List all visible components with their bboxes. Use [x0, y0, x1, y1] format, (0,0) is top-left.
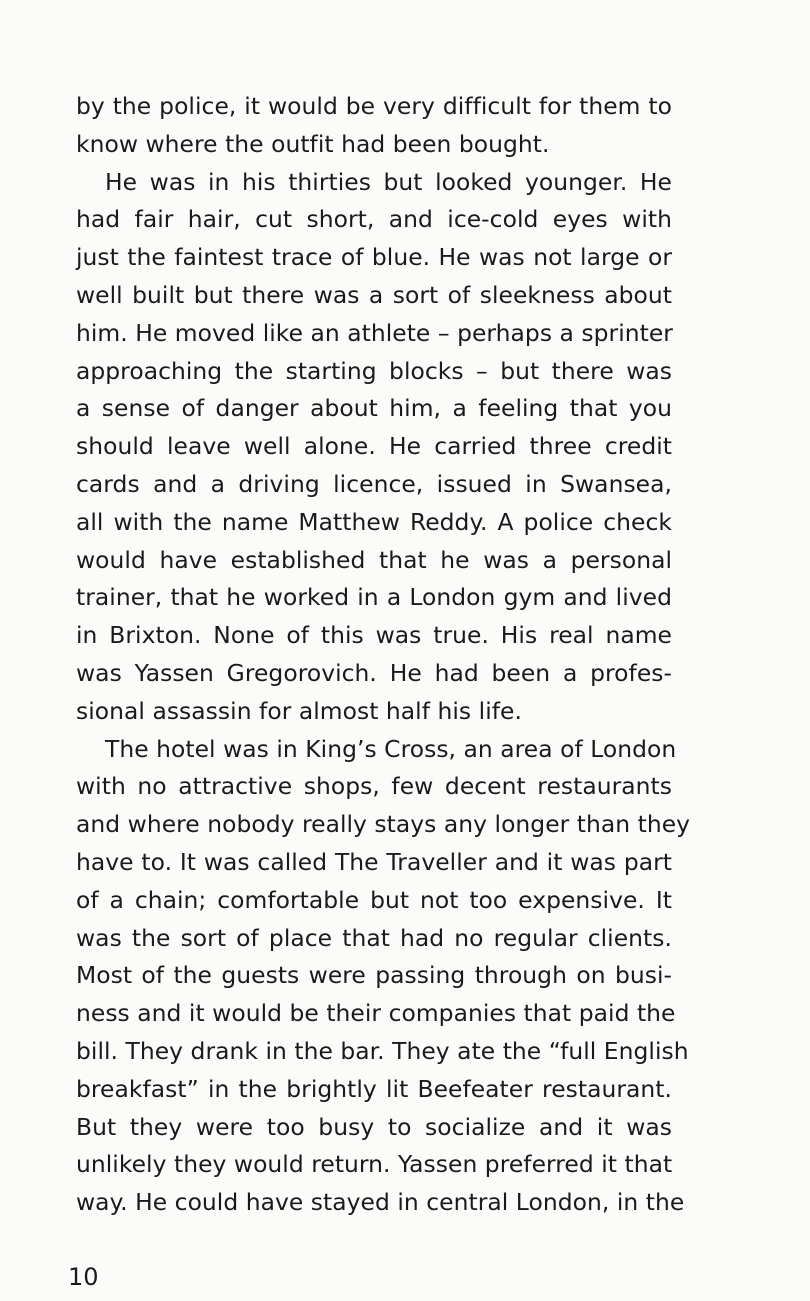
text-line: should leave well alone. He carried three credit	[76, 432, 672, 461]
text-line: and where nobody really stays any longer than they	[76, 810, 691, 839]
text-line: was Yassen Gregorovich. He had been a profes-	[76, 658, 672, 687]
text-line: The hotel was in King’s Cross, an area of London	[105, 734, 677, 763]
text-line: sional assassin for almost half his life.	[76, 696, 522, 725]
body-text	[76, 88, 691, 1222]
text-line: all with the name Matthew Reddy. A police check	[76, 507, 672, 536]
text-line: trainer, that he worked in a London gym and lived	[76, 583, 672, 612]
text-line: would have established that he was a personal	[76, 545, 672, 574]
page-number: 10	[68, 1263, 99, 1291]
text-line: well built but there was a sort of sleekness about	[76, 280, 672, 309]
paragraph-1	[76, 88, 672, 164]
text-line: of a chain; comfortable but not too expensive. It	[76, 885, 672, 914]
text-line: him. He moved like an athlete – perhaps a sprinter	[76, 318, 673, 347]
text-line: know where the outfit had been bought.	[76, 129, 550, 158]
text-line: bill. They drank in the bar. They ate the “full English	[76, 1036, 689, 1065]
text-line: have to. It was called The Traveller and it was part	[76, 847, 672, 876]
text-line: just the faintest trace of blue. He was not large or	[76, 243, 672, 272]
text-line: Most of the guests were passing through on busi-	[76, 961, 672, 990]
text-line: cards and a driving licence, issued in Swansea,	[76, 469, 672, 498]
paragraph-2	[76, 164, 672, 731]
text-line: had fair hair, cut short, and ice-cold eyes with	[76, 205, 672, 234]
text-line: by the police, it would be very difficult for them to	[76, 92, 672, 120]
text-line: was the sort of place that had no regular clients.	[76, 923, 672, 952]
text-line: ness and it would be their companies that paid the	[76, 999, 676, 1028]
text-line: approaching the starting blocks – but there was	[76, 356, 672, 385]
text-line: But they were too busy to socialize and it was	[76, 1112, 672, 1141]
paragraph-3	[76, 731, 691, 1222]
text-line: in Brixton. None of this was true. His real name	[76, 621, 672, 650]
text-line: breakfast” in the brightly lit Beefeater restaurant.	[76, 1074, 672, 1103]
text-line: unlikely they would return. Yassen preferred it that	[76, 1150, 673, 1179]
text-line: way. He could have stayed in central London, in the	[76, 1188, 685, 1217]
text-line: with no attractive shops, few decent restaurants	[76, 772, 672, 801]
text-line: He was in his thirties but looked younger. He	[105, 167, 672, 196]
text-line: a sense of danger about him, a feeling that you	[76, 394, 672, 423]
